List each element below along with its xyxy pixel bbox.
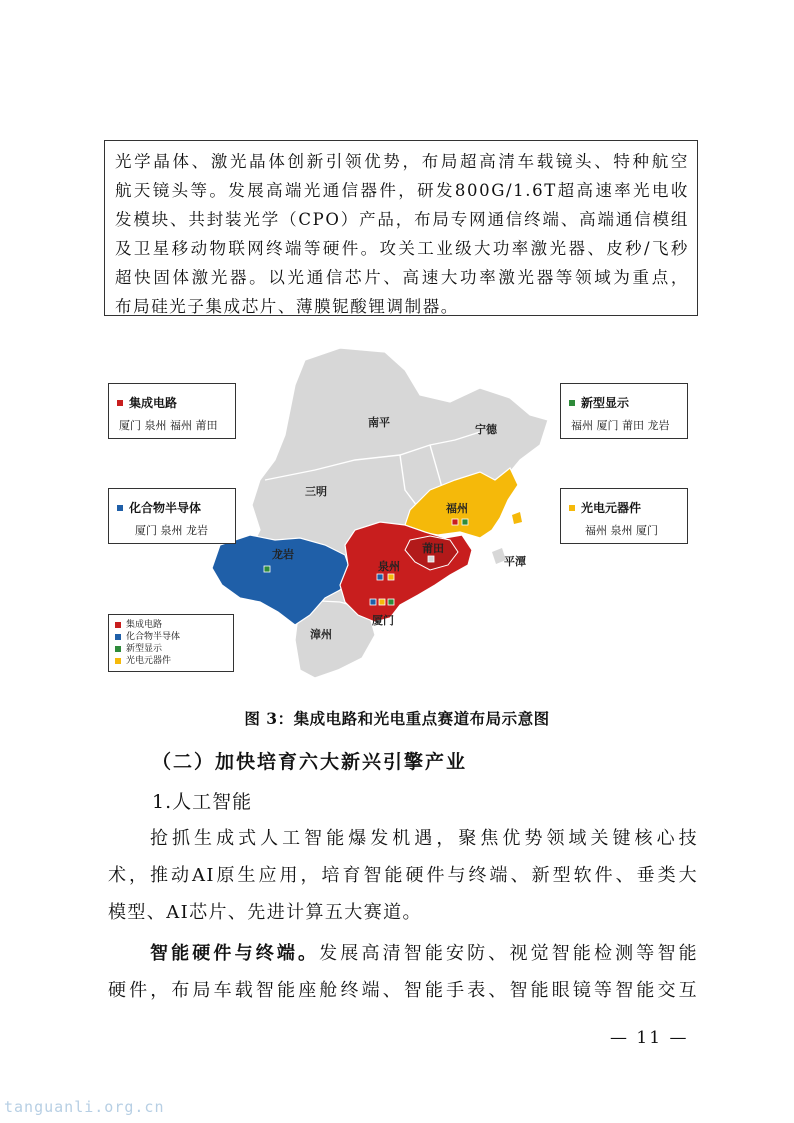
- box-opto: [560, 488, 688, 544]
- legend-item: 化合物半导体: [126, 632, 181, 642]
- legend-item: 集成电路: [126, 620, 163, 630]
- section-heading: （二）加快培育六大新兴引擎产业: [152, 751, 468, 773]
- marker-xiamen-c: [388, 599, 394, 605]
- label-sanming: 三明: [305, 485, 327, 498]
- marker-quanzhou-b: [388, 574, 394, 580]
- legend-swatch: [115, 634, 121, 640]
- marker-longyan: [264, 566, 270, 572]
- legend-swatch: [115, 622, 121, 628]
- marker-fuzhou-display: [462, 519, 468, 525]
- marker-fuzhou-ic: [452, 519, 458, 525]
- legend-swatch: [115, 646, 121, 652]
- marker-xiamen-b: [379, 599, 385, 605]
- label-nanping: 南平: [368, 416, 390, 429]
- opto-swatch: [569, 505, 575, 511]
- paragraph-line: [108, 935, 698, 972]
- subsection-heading: 1.人工智能: [152, 791, 253, 813]
- box-display-cities: 福州 厦门 莆田 龙岩: [571, 419, 670, 432]
- box-compound: [108, 488, 236, 544]
- label-fuzhou: 福州: [446, 502, 468, 515]
- bold-lead: 智能硬件与终端。: [150, 943, 320, 964]
- marker-quanzhou-a: [377, 574, 383, 580]
- boxed-line: 及卫星移动物联网终端等硬件。攻关工业级大功率激光器、皮秒/飞秒: [115, 239, 689, 258]
- boxed-line: 布局硅光子集成芯片、薄膜铌酸锂调制器。: [115, 297, 459, 316]
- box-compound-title: 化合物半导体: [129, 501, 202, 515]
- display-swatch: [569, 400, 575, 406]
- region-base: [250, 348, 548, 678]
- label-quanzhou: 泉州: [378, 560, 400, 573]
- legend-item: 光电元器件: [126, 656, 172, 666]
- box-compound-cities: 厦门 泉州 龙岩: [135, 524, 208, 537]
- box-opto-cities: 福州 泉州 厦门: [585, 524, 658, 537]
- figure-caption: 图 3：集成电路和光电重点赛道布局示意图: [244, 709, 550, 728]
- island: [512, 512, 522, 524]
- map-legend: [108, 614, 234, 672]
- label-ningde: 宁德: [475, 423, 497, 436]
- watermark: tanguanli.org.cn: [4, 1098, 165, 1116]
- legend-swatch: [115, 658, 121, 664]
- boxed-line: 超快固体激光器。以光通信芯片、高速大功率激光器等领域为重点，: [115, 268, 689, 287]
- label-pingtan: 平潭: [504, 555, 526, 568]
- box-ic-cities: 厦门 泉州 福州 莆田: [119, 419, 218, 432]
- label-putian: 莆田: [422, 542, 444, 555]
- label-xiamen: 厦门: [372, 614, 394, 627]
- ic-swatch: [117, 400, 123, 406]
- label-longyan: 龙岩: [272, 548, 294, 561]
- marker-xiamen-a: [370, 599, 376, 605]
- box-ic-title: 集成电路: [129, 396, 178, 410]
- paragraph-line: 术，推动AI原生应用，培育智能硬件与终端、新型软件、垂类大: [108, 865, 698, 886]
- box-display-title: 新型显示: [581, 396, 630, 410]
- paragraph-line: 模型、AI芯片、先进计算五大赛道。: [108, 902, 422, 923]
- page-number: — 11 —: [610, 1028, 689, 1048]
- legend-item: 新型显示: [126, 644, 163, 654]
- paragraph-line: 硬件，布局车载智能座舱终端、智能手表、智能眼镜等智能交互: [108, 980, 698, 1001]
- boxed-line: 光学晶体、激光晶体创新引领优势，布局超高清车载镜头、特种航空: [115, 152, 689, 171]
- region-red: [340, 522, 472, 622]
- boxed-text: [104, 140, 698, 316]
- box-ic: [108, 383, 236, 439]
- paragraph-hardware: [108, 935, 698, 1009]
- compound-swatch: [117, 505, 123, 511]
- paragraph-line: 抢抓生成式人工智能爆发机遇，聚焦优势领域关键核心技: [150, 828, 698, 849]
- box-opto-title: 光电元器件: [581, 501, 642, 515]
- boxed-line: 发模块、共封装光学（CPO）产品，布局专网通信终端、高端通信模组: [115, 210, 689, 229]
- label-zhangzhou: 漳州: [310, 628, 332, 641]
- marker-putian: [428, 556, 434, 562]
- paragraph-ai: [108, 820, 698, 931]
- paragraph-line-rest: 发展高清智能安防、视觉智能检测等智能: [319, 943, 698, 964]
- boxed-line: 航天镜头等。发展高端光通信器件，研发800G/1.6T超高速率光电收: [115, 181, 689, 200]
- box-display: [560, 383, 688, 439]
